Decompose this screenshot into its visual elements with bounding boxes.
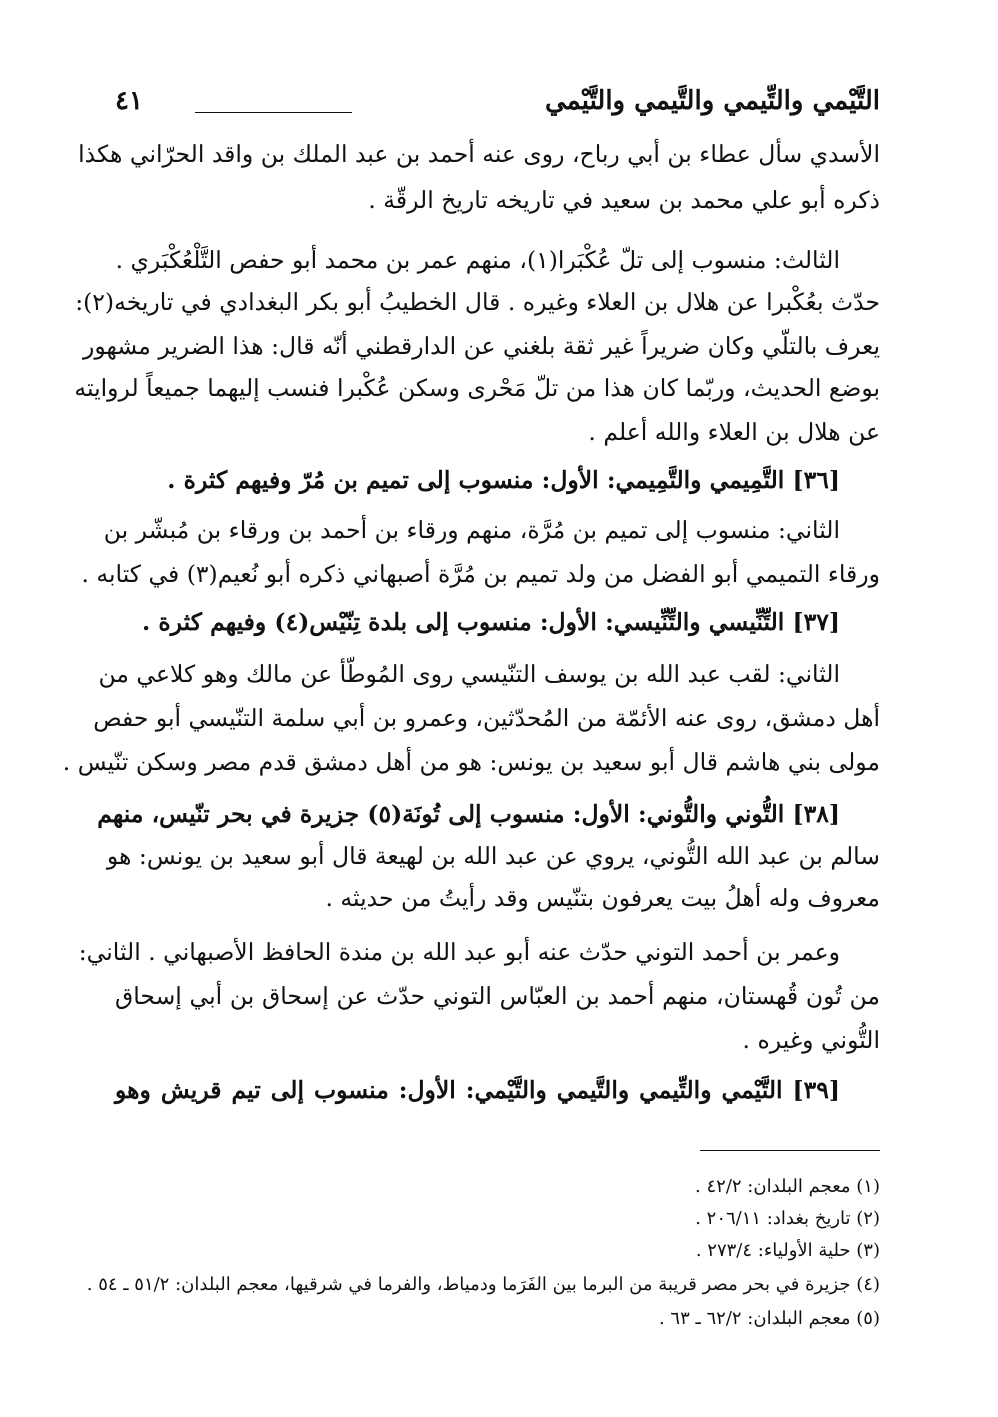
text-line: ورقاء التميمي أبو الفضل من ولد تميم بن مُرَّة أصبهاني ذكره أبو نُعيم(٣) في كتابه .	[81, 560, 880, 588]
text-line: مولى بني هاشم قال أبو سعيد بن يونس: هو من أهل دمشق قدم مصر وسكن تنّيس .	[62, 748, 880, 776]
entry-37-heading: [٣٧] التِّنِّيسي والتِّنِّيسي: الأول: منسوب إلى بلدة تِنّيْس(٤) وفيهم كثرة .	[142, 608, 840, 636]
text-line: يعرف بالتلّي وكان ضريراً غير ثقة بلغني عن الدارقطني أنّه قال: هذا الضرير مشهور	[83, 332, 880, 360]
text-line: معروف وله أهلُ بيت يعرفون بتنّيس وقد رأيتُ من حديثه .	[325, 884, 880, 912]
entry-36-heading: [٣٦] التَّمِيمي والتَّمِيمي: الأول: منسوب إلى تميم بن مُرّ وفيهم كثرة .	[167, 466, 840, 494]
footnote: (١) معجم البلدان: ٤٢/٢ .	[695, 1176, 880, 1197]
text-line: حدّث بعُكْبرا عن هلال بن العلاء وغيره . قال الخطيبُ أبو بكر البغدادي في تاريخه(٢):	[75, 288, 880, 316]
running-title: التَّيْمي والتِّيمي والتَّيمي والتَّيْمي	[545, 86, 880, 116]
footnote: (٣) حلية الأولياء: ٢٧٣/٤ .	[695, 1240, 880, 1261]
text-line: وعمر بن أحمد التوني حدّث عنه أبو عبد الله بن مندة الحافظ الأصبهاني . الثاني:	[78, 938, 840, 966]
page-number: ٤١	[115, 86, 143, 116]
text-line: التُّوني وغيره .	[742, 1026, 880, 1054]
footnote: (٤) جزيرة في بحر مصر قريبة من البرما بين الفَرَما ودمياط، والفرما في شرقيها، معجم البلدان: ٥١/٢ ـ ٥٤ .	[86, 1274, 880, 1295]
text-line: ذكره أبو علي محمد بن سعيد في تاريخه تاريخ الرقّة .	[368, 186, 880, 214]
text-line: عن هلال بن العلاء والله أعلم .	[588, 418, 880, 446]
footnote: (٢) تاريخ بغداد: ٢٠٦/١١ .	[695, 1208, 880, 1229]
text-line: سالم بن عبد الله التُّوني، يروي عن عبد الله بن لهيعة قال أبو سعيد بن يونس: هو	[106, 842, 880, 870]
text-line: الثالث: منسوب إلى تلّ عُكْبَرا(١)، منهم عمر بن محمد أبو حفص التَّلْعُكْبَري .	[115, 246, 840, 274]
text-line: الثاني: لقب عبد الله بن يوسف التنّيسي روى المُوطّأ عن مالك وهو كلاعي من	[98, 660, 840, 688]
header-rule	[195, 112, 352, 113]
text-line: الثاني: منسوب إلى تميم بن مُرَّة، منهم ورقاء بن أحمد بن ورقاء بن مُبشّر بن	[103, 516, 840, 544]
running-header	[115, 86, 880, 126]
text-line: بوضع الحديث، وربّما كان هذا من تلّ مَحْرى وسكن عُكْبرا فنسب إليهما جميعاً لروايته	[74, 374, 880, 402]
text-line: أهل دمشق، روى عنه الأئمّة من المُحدّثين، وعمرو بن أبي سلمة التنّيسي أبو حفص	[93, 704, 880, 732]
text-line: الأسدي سأل عطاء بن أبي رباح، روى عنه أحمد بن عبد الملك بن واقد الحرّاني هكذا	[78, 140, 880, 168]
text-line: من تُون قُهستان، منهم أحمد بن العبّاس التوني حدّث عن إسحاق بن أبي إسحاق	[115, 982, 880, 1010]
footnote-rule	[700, 1150, 880, 1151]
entry-39-heading: [٣٩] التَّيْمي والتِّيمي والتَّيمي والتَّيْمي: الأول: منسوب إلى تيم قريش وهو	[115, 1076, 840, 1104]
footnote: (٥) معجم البلدان: ٦٢/٢ ـ ٦٣ .	[658, 1308, 880, 1329]
entry-38-heading: [٣٨] التُّوني والتُّوني: الأول: منسوب إلى تُونَة(٥) جزيرة في بحر تنّيس، منهم	[97, 800, 840, 828]
